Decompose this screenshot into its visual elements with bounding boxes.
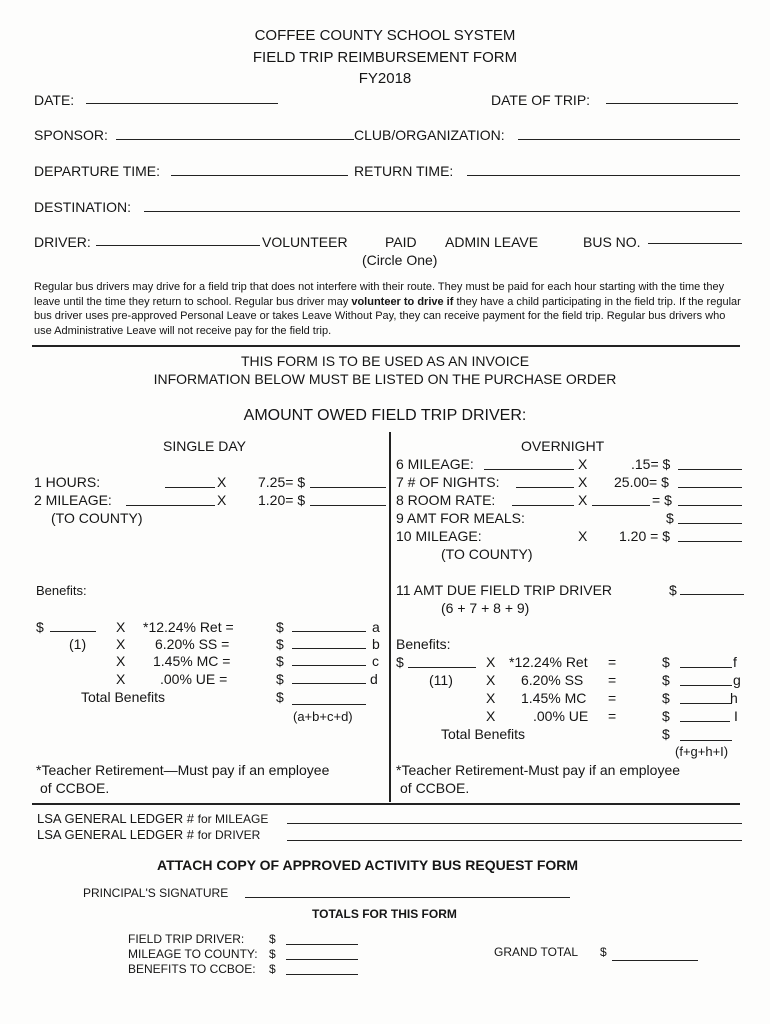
bus-no-field[interactable] <box>648 243 742 244</box>
on-benefits-base[interactable] <box>408 667 476 668</box>
on-ue-x: X <box>486 708 496 724</box>
mileage-rate: 1.20= $ <box>258 492 306 508</box>
principal-label: PRINCIPAL'S SIGNATURE <box>83 886 229 900</box>
ue-x: X <box>116 671 126 687</box>
ss-letter: b <box>372 636 380 652</box>
departure-label: DEPARTURE TIME: <box>34 163 161 179</box>
on-mc-letter: h <box>730 690 738 706</box>
hours-amount-field[interactable] <box>310 487 386 488</box>
ss-field[interactable] <box>292 648 366 649</box>
notice-part2: they have a child participating in the field trip. If the regular bus driver uses pre-approved Personal Leave or takes Leave Without Pay, they can receive payment for the field trip. Regular bus drivers who use Administrative Leave will not receive pay for the field trip. <box>34 295 741 337</box>
room-rate-field[interactable] <box>512 505 574 506</box>
room-rate-label: 8 ROOM RATE: <box>396 492 496 508</box>
fiscal-year: FY2018 <box>358 70 412 87</box>
on-mc-eq: = <box>608 690 617 706</box>
benefits-label: Benefits: <box>36 583 87 598</box>
admin-leave-option[interactable]: ADMIN LEAVE <box>445 234 539 250</box>
totals-title: TOTALS FOR THIS FORM <box>312 907 457 921</box>
hours-field[interactable] <box>165 487 215 488</box>
on-ret-field[interactable] <box>680 667 732 668</box>
mc-desc: 1.45% MC = <box>153 653 231 669</box>
divider-bottom <box>32 803 740 805</box>
total-driver-label: FIELD TRIP DRIVER: <box>128 932 245 946</box>
amt-due-label: 11 AMT DUE FIELD TRIP DRIVER <box>396 582 613 598</box>
on-ue-desc: .00% UE <box>533 708 589 724</box>
on-total-field[interactable] <box>680 740 732 741</box>
on-mileage2-amount[interactable] <box>678 541 742 542</box>
destination-label: DESTINATION: <box>34 199 131 215</box>
ledger-driver-label <box>37 827 260 842</box>
date-field[interactable] <box>86 103 278 104</box>
mileage-x: X <box>217 492 227 508</box>
notice-bold: volunteer to drive if <box>351 295 454 308</box>
sponsor-field[interactable] <box>116 139 354 140</box>
total-mileage-label: MILEAGE TO COUNTY: <box>128 947 258 961</box>
on-ret-letter: f <box>733 654 737 670</box>
on-mileage-field[interactable] <box>484 469 574 470</box>
on-mc-desc: 1.45% MC <box>521 690 587 706</box>
column-divider <box>389 432 391 802</box>
meals-label: 9 AMT FOR MEALS: <box>396 510 525 526</box>
amount-owed-heading: AMOUNT OWED FIELD TRIP DRIVER: <box>243 407 527 424</box>
on-ret-x: X <box>486 654 496 670</box>
room-nights-field[interactable] <box>592 505 650 506</box>
driver-notice <box>34 280 744 338</box>
on-mileage-label: 6 MILEAGE: <box>396 456 474 472</box>
on-ss-eq: = <box>608 672 617 688</box>
mileage-amount-field[interactable] <box>310 505 386 506</box>
total-benefits-ccboe-dollar: $ <box>269 962 276 976</box>
on-ue-field[interactable] <box>680 721 730 722</box>
total-benefits-ccboe-label: BENEFITS TO CCBOE: <box>128 962 256 976</box>
on-ss-desc: 6.20% SS <box>521 672 584 688</box>
on-mileage-x: X <box>578 456 588 472</box>
to-county-label: (TO COUNTY) <box>51 510 143 526</box>
ledger-driver-field[interactable] <box>287 840 742 841</box>
on-total-benefits: Total Benefits <box>441 726 526 742</box>
hours-rate: 7.25= $ <box>258 474 306 490</box>
circle-one-note: (Circle One) <box>362 252 438 268</box>
mileage-label: 2 MILEAGE: <box>34 492 112 508</box>
on-ss-dollar: $ <box>662 672 670 688</box>
on-mileage2-rate: 1.20 = $ <box>619 528 670 544</box>
overnight-title: OVERNIGHT <box>521 438 605 454</box>
grand-total-field[interactable] <box>612 960 698 961</box>
teacher-note-2: of CCBOE. <box>40 780 110 796</box>
on-ue-letter: I <box>734 708 738 724</box>
ledger-driver-prefix: LSA GENERAL LEDGER # <box>37 827 195 842</box>
grand-total-dollar: $ <box>600 945 607 959</box>
on-ss-letter: g <box>733 672 741 688</box>
bus-no-label: BUS NO. <box>583 234 641 250</box>
room-amount[interactable] <box>678 505 742 506</box>
sponsor-label: SPONSOR: <box>34 127 108 143</box>
on-teacher-note-1: *Teacher Retirement-Must pay if an employee <box>396 762 681 778</box>
amt-due-dollar: $ <box>669 582 677 598</box>
mileage-field[interactable] <box>126 505 215 506</box>
nights-x: X <box>578 474 588 490</box>
form-title: FIELD TRIP REIMBURSEMENT FORM <box>252 49 518 66</box>
club-field[interactable] <box>518 139 740 140</box>
amt-due-field[interactable] <box>680 594 744 595</box>
ledger-mileage-suffix: for MILEAGE <box>197 812 269 826</box>
grand-total-label: GRAND TOTAL <box>494 945 579 959</box>
on-sum-label: (f+g+h+I) <box>675 744 729 759</box>
benefits-dollar: $ <box>36 619 44 635</box>
on-ue-dollar: $ <box>662 708 670 724</box>
ue-dollar: $ <box>276 671 284 687</box>
on-ret-eq: = <box>608 654 617 670</box>
mc-field[interactable] <box>292 665 366 666</box>
on-mc-dollar: $ <box>662 690 670 706</box>
on-benefits-label: Benefits: <box>396 636 451 652</box>
invoice-line1: THIS FORM IS TO BE USED AS AN INVOICE <box>240 353 530 369</box>
ret-field[interactable] <box>292 631 366 632</box>
ss-x: X <box>116 636 126 652</box>
nights-amount[interactable] <box>678 487 742 488</box>
ss-desc: 6.20% SS = <box>155 636 230 652</box>
total-benefits-ccboe-field[interactable] <box>286 974 358 975</box>
total-benefits-field[interactable] <box>292 704 366 705</box>
ret-desc: *12.24% Ret = <box>143 619 234 635</box>
ss-dollar: $ <box>276 636 284 652</box>
on-mileage-rate: .15= $ <box>631 456 671 472</box>
date-of-trip-label: DATE OF TRIP: <box>491 92 591 108</box>
hours-label: 1 HOURS: <box>34 474 101 490</box>
meals-amount[interactable] <box>678 523 742 524</box>
ret-x: X <box>116 619 126 635</box>
ue-field[interactable] <box>292 683 366 684</box>
single-day-title: SINGLE DAY <box>163 438 246 454</box>
school-system-title: COFFEE COUNTY SCHOOL SYSTEM <box>254 27 516 44</box>
invoice-line2: INFORMATION BELOW MUST BE LISTED ON THE PURCHASE ORDER <box>153 371 617 387</box>
on-total-dollar: $ <box>662 726 670 742</box>
ue-desc: .00% UE = <box>160 671 228 687</box>
on-ret-dollar: $ <box>662 654 670 670</box>
ledger-mileage-label <box>37 811 268 826</box>
ue-letter: d <box>370 671 378 687</box>
nights-rate: 25.00= $ <box>614 474 669 490</box>
on-benefits-eleven: (11) <box>429 672 453 688</box>
total-mileage-dollar: $ <box>269 947 276 961</box>
total-benefits-dollar: $ <box>276 689 284 705</box>
ledger-driver-suffix: for DRIVER <box>197 828 261 842</box>
club-label: CLUB/ORGANIZATION: <box>354 127 505 143</box>
return-label: RETURN TIME: <box>354 163 454 179</box>
benefits-one: (1) <box>69 636 87 652</box>
notice-part1: Regular bus drivers may drive for a field trip that does not interfere with their route. They must be paid for each hour starting with the time they leave until the time they return to school. Regular bus driver may <box>34 281 725 308</box>
total-mileage-field[interactable] <box>286 959 358 960</box>
on-teacher-note-2: of CCBOE. <box>400 780 470 796</box>
ret-letter: a <box>372 619 380 635</box>
room-rate-eq: = $ <box>652 492 672 508</box>
return-field[interactable] <box>467 175 740 176</box>
total-driver-dollar: $ <box>269 932 276 946</box>
on-mileage-amount[interactable] <box>678 469 742 470</box>
mc-x: X <box>116 653 126 669</box>
on-mileage2-x: X <box>578 528 588 544</box>
hours-x: X <box>217 474 227 490</box>
teacher-note-1: *Teacher Retirement—Must pay if an employee <box>36 762 330 778</box>
nights-field[interactable] <box>516 487 574 488</box>
on-benefits-dollar: $ <box>396 654 404 670</box>
divider <box>32 345 740 347</box>
amt-due-sum: (6 + 7 + 8 + 9) <box>441 600 530 616</box>
room-x: X <box>578 492 588 508</box>
driver-label: DRIVER: <box>34 234 91 250</box>
on-ue-eq: = <box>608 708 617 724</box>
date-of-trip-field[interactable] <box>606 103 738 104</box>
ledger-mileage-prefix: LSA GENERAL LEDGER # <box>37 811 195 826</box>
date-label: DATE: <box>34 92 75 108</box>
attach-notice: ATTACH COPY OF APPROVED ACTIVITY BUS REQUEST FORM <box>157 857 579 873</box>
on-ret-desc: *12.24% Ret <box>509 654 588 670</box>
principal-signature-field[interactable] <box>245 897 570 898</box>
on-ss-x: X <box>486 672 496 688</box>
destination-field[interactable] <box>144 211 740 212</box>
on-mileage2-label: 10 MILEAGE: <box>396 528 482 544</box>
on-to-county: (TO COUNTY) <box>441 546 533 562</box>
mc-dollar: $ <box>276 653 284 669</box>
on-ss-field[interactable] <box>680 685 732 686</box>
volunteer-option[interactable]: VOLUNTEER <box>262 234 348 250</box>
paid-option[interactable]: PAID <box>385 234 417 250</box>
on-mc-field[interactable] <box>680 703 732 704</box>
mc-letter: c <box>372 653 379 669</box>
ledger-mileage-field[interactable] <box>287 823 742 824</box>
departure-field[interactable] <box>171 175 348 176</box>
total-driver-field[interactable] <box>286 944 358 945</box>
driver-field[interactable] <box>96 245 260 246</box>
benefits-base-field[interactable] <box>50 631 96 632</box>
total-benefits-label: Total Benefits <box>81 689 166 705</box>
on-mc-x: X <box>486 690 496 706</box>
ret-dollar: $ <box>276 619 284 635</box>
meals-dollar: $ <box>666 510 674 526</box>
nights-label: 7 # OF NIGHTS: <box>396 474 500 490</box>
sum-label: (a+b+c+d) <box>293 709 353 724</box>
